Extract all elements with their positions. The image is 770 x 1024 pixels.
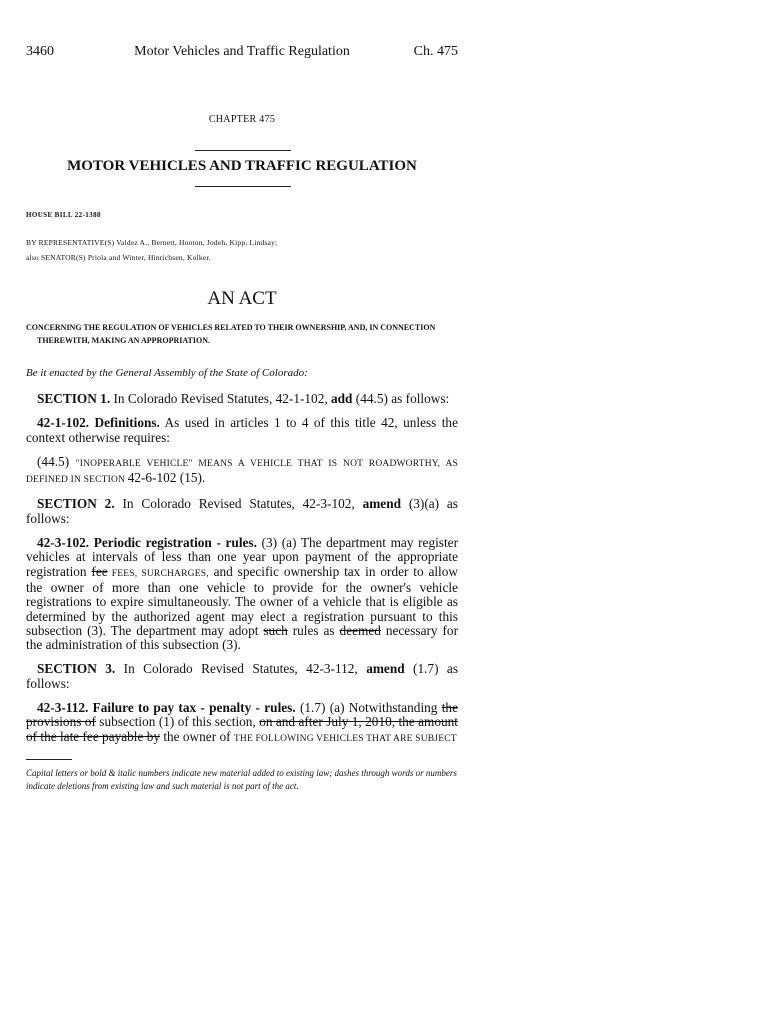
periodic-registration-paragraph: 42-3-102. Periodic registration - rules. (3) (a) The department may register vehicles at intervals of less than one year upon payment of the appropriate registration fee FEES, SURCHARGES, and specific ownership tax in order to allow the owner of more than one vehicle to provide for the owner's vehicle registrations to expire simultaneously. The owner of a vehicle that is eligible as determined by the authorized agent may elect a registration pursuant to this subsection (3). The department may adopt such rules as deemed necessary for the administration of this subsection (3). <box>26 535 458 653</box>
enacting-clause: Be it enacted by the General Assembly of the State of Colorado: <box>26 367 308 379</box>
bill-body <box>26 392 458 756</box>
page-number: 3460 <box>26 44 54 59</box>
running-title: Motor Vehicles and Traffic Regulation <box>134 44 350 59</box>
title-rule-top <box>195 150 291 151</box>
house-bill-number: HOUSE BILL 22-1388 <box>26 211 101 219</box>
concerning-line-2: THEREWITH, MAKING AN APPROPRIATION. <box>37 336 210 345</box>
definitions-paragraph: 42-1-102. Definitions. As used in articles 1 to 4 of this title 42, unless the context otherwise requires: <box>26 415 458 445</box>
chapter-reference: Ch. 475 <box>413 44 458 59</box>
periodic-registration-heading: 42-3-102. Periodic registration - rules. <box>37 535 257 551</box>
deleted-text: on and after July 1, 2010, the amount of the late fee payable by <box>26 714 458 744</box>
deleted-text: deemed <box>339 622 381 638</box>
section-2-label: SECTION 2. <box>37 496 115 512</box>
sponsors-representatives: BY REPRESENTATIVE(S) Valdez A., Bernett, Hooton, Jodeh, Kipp, Lindsay; <box>26 238 278 247</box>
definitions-heading: 42-1-102. Definitions. <box>37 415 160 431</box>
concerning-clause <box>26 321 458 347</box>
failure-to-pay-heading: 42-3-112. Failure to pay tax - penalty - rules. <box>37 700 296 716</box>
chapter-label: CHAPTER 475 <box>208 114 276 125</box>
section-2-intro: SECTION 2. In Colorado Revised Statutes, 42-3-102, amend (3)(a) as follows: <box>26 496 458 526</box>
paragraph-44-5: (44.5) "INOPERABLE VEHICLE" MEANS A VEHICLE THAT IS NOT ROADWORTHY, AS DEFINED IN SECTION 42-6-102 (15). <box>26 453 458 486</box>
section-3-label: SECTION 3. <box>37 661 116 677</box>
concerning-line-1: CONCERNING THE REGULATION OF VEHICLES RELATED TO THEIR OWNERSHIP, AND, IN CONNECTION <box>26 323 436 332</box>
section-3-intro: SECTION 3. In Colorado Revised Statutes, 42-3-112, amend (1.7) as follows: <box>26 661 459 691</box>
sponsors <box>26 235 277 265</box>
deleted-text: the provisions of <box>26 700 458 730</box>
act-heading: AN ACT <box>207 288 277 309</box>
sponsors-senators: also SENATOR(S) Priola and Winter, Hinrichsen, Kolker. <box>26 253 211 262</box>
failure-to-pay-paragraph: 42-3-112. Failure to pay tax - penalty - rules. (1.7) (a) Notwithstanding the provisions of subsection (1) of this section, on and after July 1, 2010, the amount of the late fee payable by the owner of THE FOLLOWING VEHICLES THAT ARE SUBJECT <box>26 700 458 744</box>
section-1-label: SECTION 1. <box>37 391 111 406</box>
deleted-text: such <box>263 622 288 638</box>
footnote: Capital letters or bold & italic numbers indicate new material added to existing law; dashes through words or numbers indicate deletions from existing law and such material is not part of the act. <box>26 768 457 791</box>
footnote-rule <box>26 759 72 760</box>
title-rule-bottom <box>195 186 291 187</box>
running-header <box>26 44 458 64</box>
deleted-text: fee <box>91 563 108 579</box>
section-1-intro: SECTION 1. In Colorado Revised Statutes, 42-1-102, add (44.5) as follows: <box>37 391 450 406</box>
main-title: MOTOR VEHICLES AND TRAFFIC REGULATION <box>67 158 417 174</box>
